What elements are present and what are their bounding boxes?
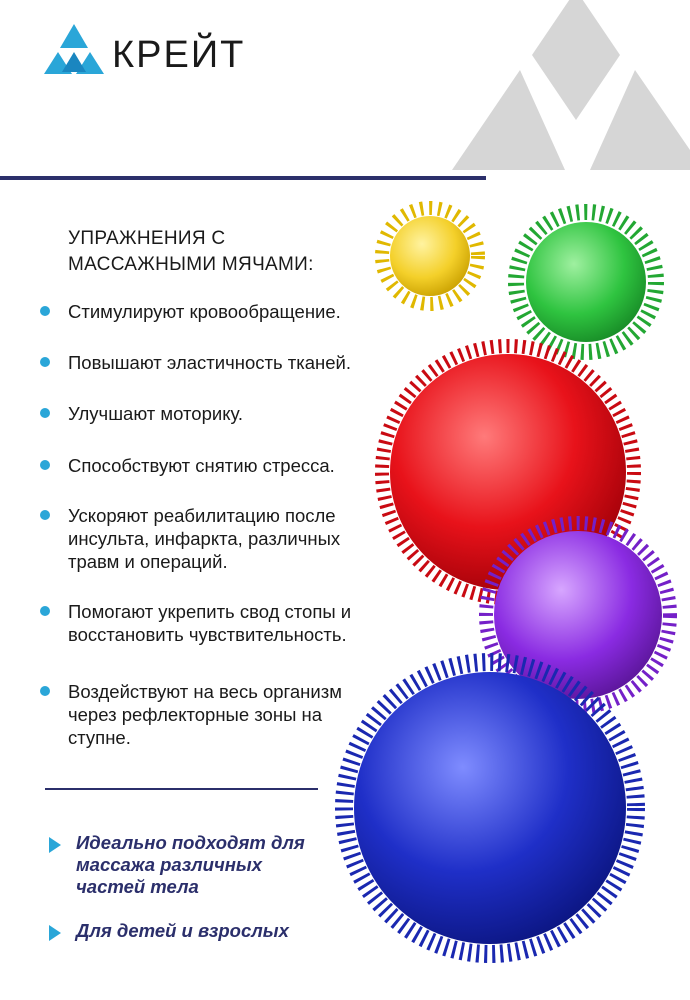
- bullet-dot-icon: [40, 408, 50, 418]
- brand-name: КРЕЙТ: [112, 34, 246, 76]
- bullet-dot-icon: [40, 510, 50, 520]
- decorative-diamonds: [450, 0, 690, 180]
- green-ball: [516, 212, 656, 352]
- middle-divider: [45, 788, 318, 790]
- purple-ball: [486, 523, 670, 707]
- blue-ball: [344, 662, 636, 954]
- deco-triangle-left: [452, 70, 565, 170]
- yellow-ball: [382, 208, 478, 304]
- deco-diamond-top: [532, 0, 620, 120]
- play-arrow-icon: [48, 924, 62, 942]
- red-ball: [382, 346, 634, 598]
- bullet-dot-icon: [40, 306, 50, 316]
- bullet-dot-icon: [40, 686, 50, 696]
- deco-triangle-right: [590, 70, 690, 170]
- play-arrow-icon: [48, 836, 62, 854]
- heading-line-1: УПРАЖНЕНИЯ С: [68, 228, 226, 249]
- brand-logo: [40, 22, 260, 78]
- heading-line-2: МАССАЖНЫМИ МЯЧАМИ:: [68, 254, 314, 275]
- bullet-dot-icon: [40, 606, 50, 616]
- bullet-dot-icon: [40, 460, 50, 470]
- top-divider: [0, 176, 486, 180]
- bullet-dot-icon: [40, 357, 50, 367]
- triangle-logo-icon: [40, 22, 108, 76]
- section-heading: [68, 226, 348, 278]
